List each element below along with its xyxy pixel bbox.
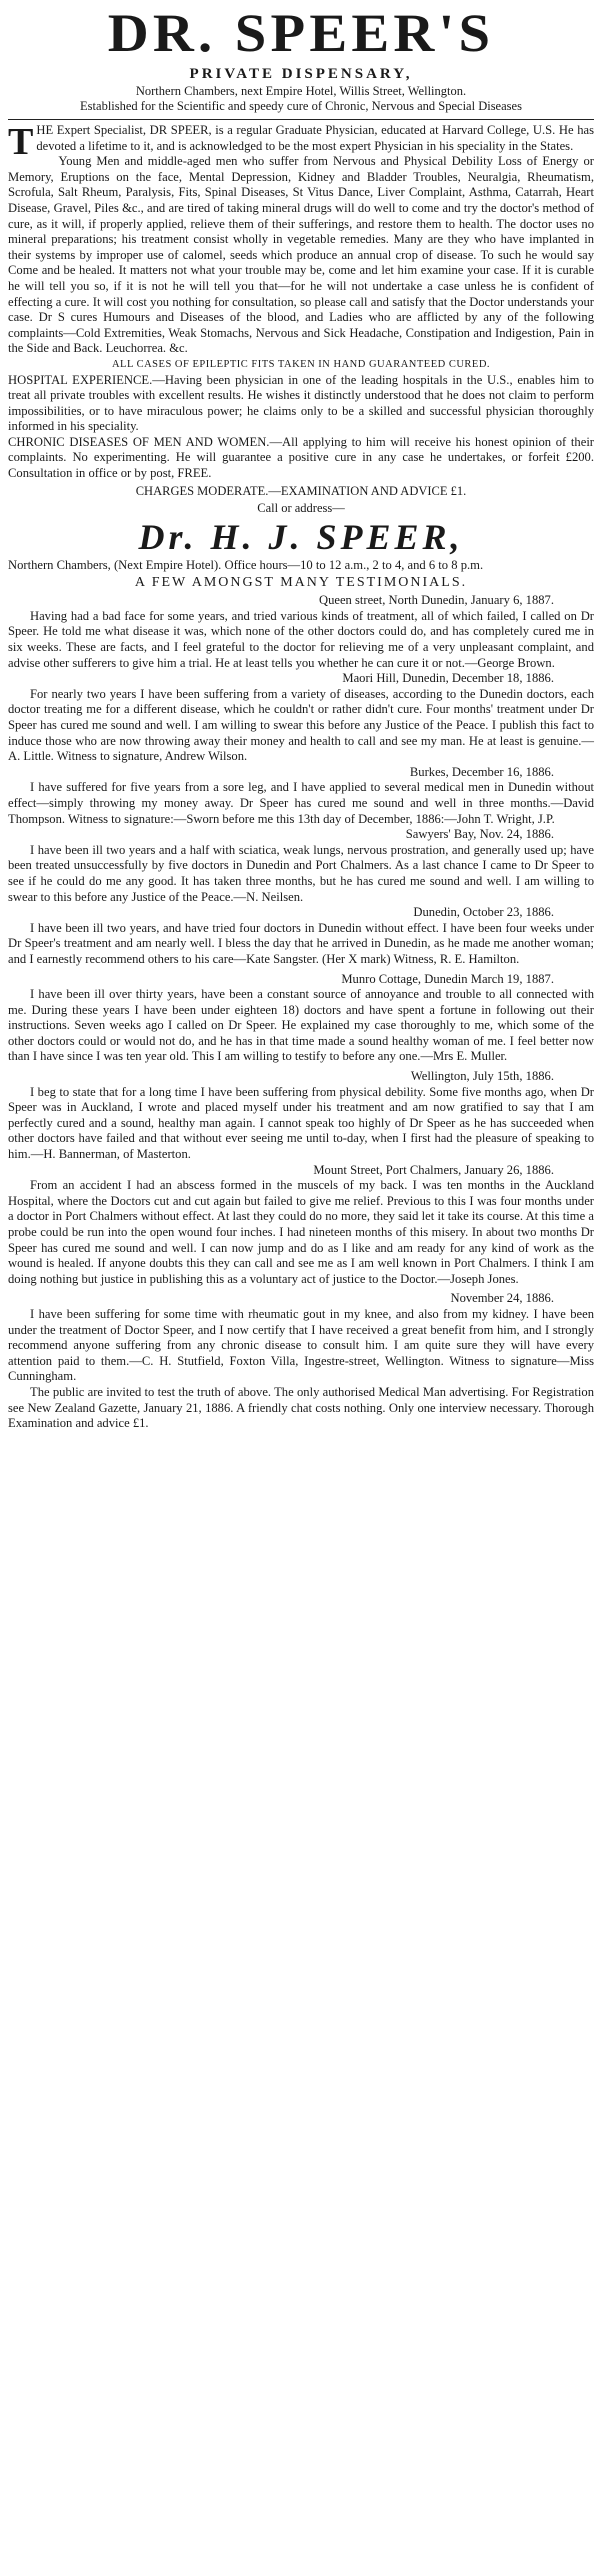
closing-paragraph: The public are invited to test the truth of above. The only authorised Medical Man advertising. For Registration see New Zealand Gazette, January 21, 1886. A friendly chat costs nothing. Only one interview necessary. Thorough Examination and advice £1.	[8, 1384, 594, 1431]
established-line: Established for the Scientific and speedy cure of Chronic, Nervous and Special Diseases	[80, 99, 522, 113]
epileptic-notice: ALL CASES OF EPILEPTIC FITS TAKEN IN HAND GUARANTEED CURED.	[111, 358, 491, 370]
testimonial-dateline: Mount Street, Port Chalmers, January 26, 1886.	[313, 1162, 554, 1177]
testimonial	[8, 1291, 594, 1385]
testimonial-dateline: Wellington, July 15th, 1886.	[410, 1069, 554, 1084]
masthead-subtitle: PRIVATE DISPENSARY,	[189, 66, 413, 82]
drop-cap: T	[8, 121, 34, 163]
testimonial-dateline: Sawyers' Bay, Nov. 24, 1886.	[405, 827, 554, 842]
testimonial-dateline: November 24, 1886.	[450, 1291, 554, 1306]
call-line: Call or address—	[257, 500, 345, 515]
chronic-text: —All applying to him will receive his honest opinion of their complaints. No experimenting. He will guarantee a positive cure in any case he undertakes, or forfeit £200. Consultation in office or by post, FREE.	[8, 434, 595, 481]
testimonial-dateline: Munro Cottage, Dunedin March 19, 1887.	[341, 971, 554, 986]
testimonial-body: I have been ill two years, and have tried four doctors in Dunedin without effect. I have been four weeks under Dr Speer's treatment and am nearly well. I bless the day that he arrived in Dunedin, as he made me another woman; and I earnestly recommend others to his care—Kate Sangster. (Her X mark) Witness, R. E. Hamilton.	[8, 920, 594, 966]
testimonial-dateline: Burkes, December 16, 1886.	[409, 764, 554, 779]
testimonial-dateline: Dunedin, October 23, 1886.	[413, 905, 554, 920]
chronic-paragraph	[8, 435, 594, 482]
testimonial	[8, 671, 594, 765]
testimonial-body: I have been ill over thirty years, have been a constant source of annoyance and trouble to all connected with me. During these years I have been under eighteen 18) doctors and have spent a fortune in following out their instructions. Seven weeks ago I called on Dr Speer. He explained my case thoroughly to me, which some of the other doctors could or would not do, and he has in that time made a sound healthy woman of me. I feel better now than I have since I was ten year old. This I am willing to testify to before any one.—Mrs E. Muller.	[8, 987, 594, 1064]
office-details: Northern Chambers, (Next Empire Hotel). Office hours—10 to 12 a.m., 2 to 4, and 6 to 8 p.m.	[8, 557, 484, 572]
doctor-name: Dr. H. J. SPEER,	[138, 516, 464, 557]
hospital-text: —Having been physician in one of the leading hospitals in the U.S., enables him to treat all private troubles with excellent results. He wishes it distinctly understood that he does not claim to perform impossibilities, or to have miraculous power; he claims only to be a skilled and successful physician thoroughly informed in his speciality.	[8, 372, 594, 434]
testimonial-dateline: Maori Hill, Dunedin, December 18, 1886.	[342, 671, 554, 686]
testimonial-body: I have been ill two years and a half with sciatica, weak lungs, nervous prostration, and generally used up; have been treated unsuccessfully by five doctors in Dunedin and Port Chalmers. As a last chance I came to Dr Speer to see if he could do me any good. It has taken three months, but he has cured me sound and well. I am willing to swear to this before any Justice of the Peace.—N. Neilsen.	[8, 842, 594, 904]
hospital-heading: HOSPITAL EXPERIENCE.	[8, 372, 153, 387]
dispensary-address: Northern Chambers, next Empire Hotel, Willis Street, Wellington.	[135, 84, 467, 98]
testimonial	[8, 593, 594, 671]
conditions-paragraph: Young Men and middle-aged men who suffer from Nervous and Physical Debility Loss of Energy or Memory, Eruptions on the face, Mental Depression, Kidney and Bladder Troubles, Neuralgia, Rheumatism, Scrofula, Salt Rheum, Paralysis, Fits, Spinal Diseases, St Vitus Dance, Liver Complaint, Asthma, Catarrah, Heart Disease, Gravel, Piles &c., and are tired of taking mineral drugs will do well to come and try the doctor's method of cure, as it will, if properly applied, relieve them of their sufferings, and restore them to health. The doctor uses no mineral preparations; his treatment consist wholly in vegetable remedies. Many are they who have implanted in their systems by improper use of calomel, seeds which produce an annual crop of disease. To such he would say Come and be healed. It matters not what your trouble may be, come and let him examine your case. If it is curable he will tell you so, if it is not he will tell you that—for he will not undertake a case unless he is confident of effecting a cure. It will cost you nothing for consultation, so please call and satisfy that the Doctor understands your case. Dr S cures Humours and Diseases of the blood, and Ladies who are afflicted by any of the following complaints—Cold Extremities, Weak Stomachs, Nervous and Sick Headache, Constipation and Indigestion, Pain in the Side and Back. Leuchorrea. &c.	[8, 154, 594, 356]
divider	[8, 119, 594, 120]
testimonial-body: I have been suffering for some time with rheumatic gout in my knee, and also from my kidney. I have been under the treatment of Doctor Speer, and I now certify that I have received a great benefit from him, and I strongly recommend anyone suffering from any chronic disease to consult him. I am quite sure they will have every attention paid to them.—C. H. Stutfield, Foxton Villa, Ingestre-street, Wellington. Witness to signature—Miss Cunningham.	[8, 1306, 594, 1384]
testimonial-body: From an accident I had an abscess formed in the muscels of my back. I was ten months in the Auckland Hospital, where the Doctors cut and cut again but failed to give me relief. Previous to this I was four months under a doctor in Port Chalmers without effect. At last they could do no more, they said let it take its course. At this time a probe could be run into the open wound four inches. I had nineteen months of this misery. In about two months Dr Speer has cured me sound and well. I can now jump and do as I like and am ready for any kind of work as the wound is healed. If anyone doubts this they can call and see me as I am well known in Port Chalmers. I think I am doing nothing but justice in publishing this as a voluntary act of justice to the Doctor.—Joseph Jones.	[8, 1178, 594, 1286]
testimonial	[8, 972, 594, 1066]
testimonial	[8, 905, 594, 967]
testimonial-body: For nearly two years I have been suffering from a variety of diseases, according to the Dunedin doctors, each doctor treating me for a different disease, which he couldn't or rather didn't cure. Four months' treatment under Dr Speer has cured me sound and well. I am willing to swear this before any Justice of the Peace. I publish this fact to induce those who are now throwing away their money and health to call and see my man. He at least is genuine.—A. Little. Witness to signature, Andrew Wilson.	[8, 686, 594, 764]
chronic-heading: CHRONIC DISEASES OF MEN AND WOMEN.	[8, 434, 270, 449]
intro-paragraph	[8, 121, 594, 163]
charges-line: CHARGES MODERATE.—EXAMINATION AND ADVICE £1.	[135, 483, 467, 498]
testimonial-list	[8, 593, 594, 1385]
testimonial-body: I have suffered for five years from a sore leg, and I have applied to several medical men in Dunedin without effect—simply throwing my money away. Dr Speer has cured me sound and well in three months.—David Thompson. Witness to signature:—Sworn before me this 13th day of December, 1886:—John T. Wright, J.P.	[8, 780, 594, 826]
testimonial	[8, 827, 594, 905]
hospital-paragraph	[8, 373, 594, 435]
testimonial	[8, 1069, 594, 1163]
testimonial-body: Having had a bad face for some years, and tried various kinds of treatment, all of which failed, I called on Dr Speer. He told me what disease it was, which none of the other doctors could do, and has completely cured me in six weeks. These are facts, and I feel grateful to the doctor for relieving me of a very unpleasant complaint, and advise other sufferers to give him a trial. He at least tells you whether he can cure it or not.—George Brown.	[8, 608, 594, 670]
testimonial	[8, 765, 594, 827]
intro-text: HE Expert Specialist, DR SPEER, is a regular Graduate Physician, educated at Harvard College, U.S. He has devoted a lifetime to it, and is acknowledged to be the most expert Physician in his speciality in the States.	[36, 123, 594, 153]
testimonials-heading: A FEW AMONGST MANY TESTIMONIALS.	[134, 575, 468, 591]
masthead-title: DR. SPEER'S	[107, 3, 495, 63]
testimonial-dateline: Queen street, North Dunedin, January 6, 1887.	[318, 593, 554, 608]
testimonial-body: I beg to state that for a long time I have been suffering from physical debility. Some five months ago, when Dr Speer was in Auckland, I wrote and placed myself under his treatment and am now gratified to say that I am perfectly cured and a sound, healthy man again. I cannot speak too highly of Dr Speer as he has succeeded when other doctors have failed and that without ever seeing me until to-day, when I first had the pleasure of speaking to him.—H. Bannerman, of Masterton.	[8, 1084, 594, 1162]
testimonial	[8, 1163, 594, 1288]
